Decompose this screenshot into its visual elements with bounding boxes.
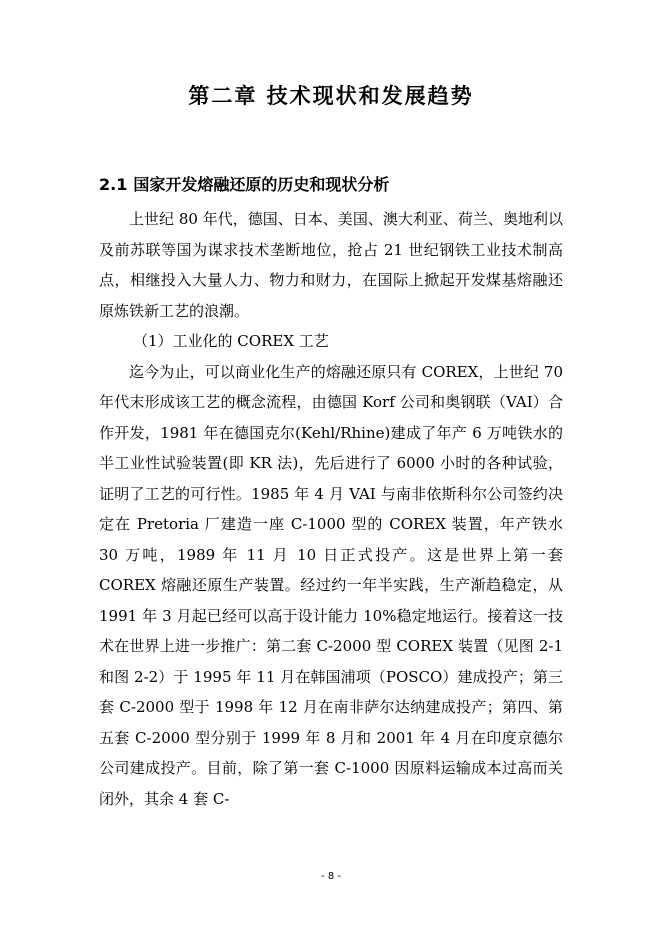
subheading-corex: （1）工业化的 COREX 工艺 [133,332,329,350]
chapter-title: 第二章 技术现状和发展趋势 [188,84,474,108]
paragraph-corex-history: 迄今为止，可以商业化生产的熔融还原只有 COREX，上世纪 70 年代末形成该工艺的概念流程，由德国 Korf 公司和奥钢联（VAI）合作开发，1981 年在德国克尔(Kehl/Rhine)建成了年产 6 万吨铁水的半工业性试验装置(即 KR 法)，先后进行了 6000 小时的各种试验，证明了工艺的可行性。1985 年 4 月 VAI 与南非依斯科尔公司签约决定在 Pretoria 厂建造一座 C-1000 型的 COREX 装置，年产铁水 30 万吨，1989 年 11 月 10 日正式投产。这是世界上第一套 COREX 熔融还原生产装置。经过约一年半实践，生产渐趋稳定，从 1991 年 3 月起已经可以高于设计能力 10%稳定地运行。接着这一技术在世界上进一步推广：第二套 C-2000 型 COREX 装置（见图 2-1 和图 2-2）于 1995 年 11 月在韩国浦项（POSCO）建成投产；第三套 C-2000 型于 1998 年 12 月在南非萨尔达纳建成投产；第四、第五套 C-2000 型分别于 1999 年 8 月和 2001 年 4 月在印度京德尔公司建成投产。目前，除了第一套 C-1000 因原料运输成本过高而关闭外，其余 4 套 C- [99,362,563,808]
paragraph-intro: 上世纪 80 年代，德国、日本、美国、澳大利亚、荷兰、奥地利以及前苏联等国为谋求技术垄断地位，抢占 21 世纪钢铁工业技术制高点，相继投入大量人力、物力和财力，在国际上掀起开发煤基熔融还原炼铁新工艺的浪潮。 [99,210,563,320]
section-title: 国家开发熔融还原的历史和现状分析 [133,175,390,194]
section-number: 2.1 [99,175,128,194]
page-number: - 8 - [321,871,341,882]
section-heading [99,172,389,195]
body-text [99,204,563,814]
